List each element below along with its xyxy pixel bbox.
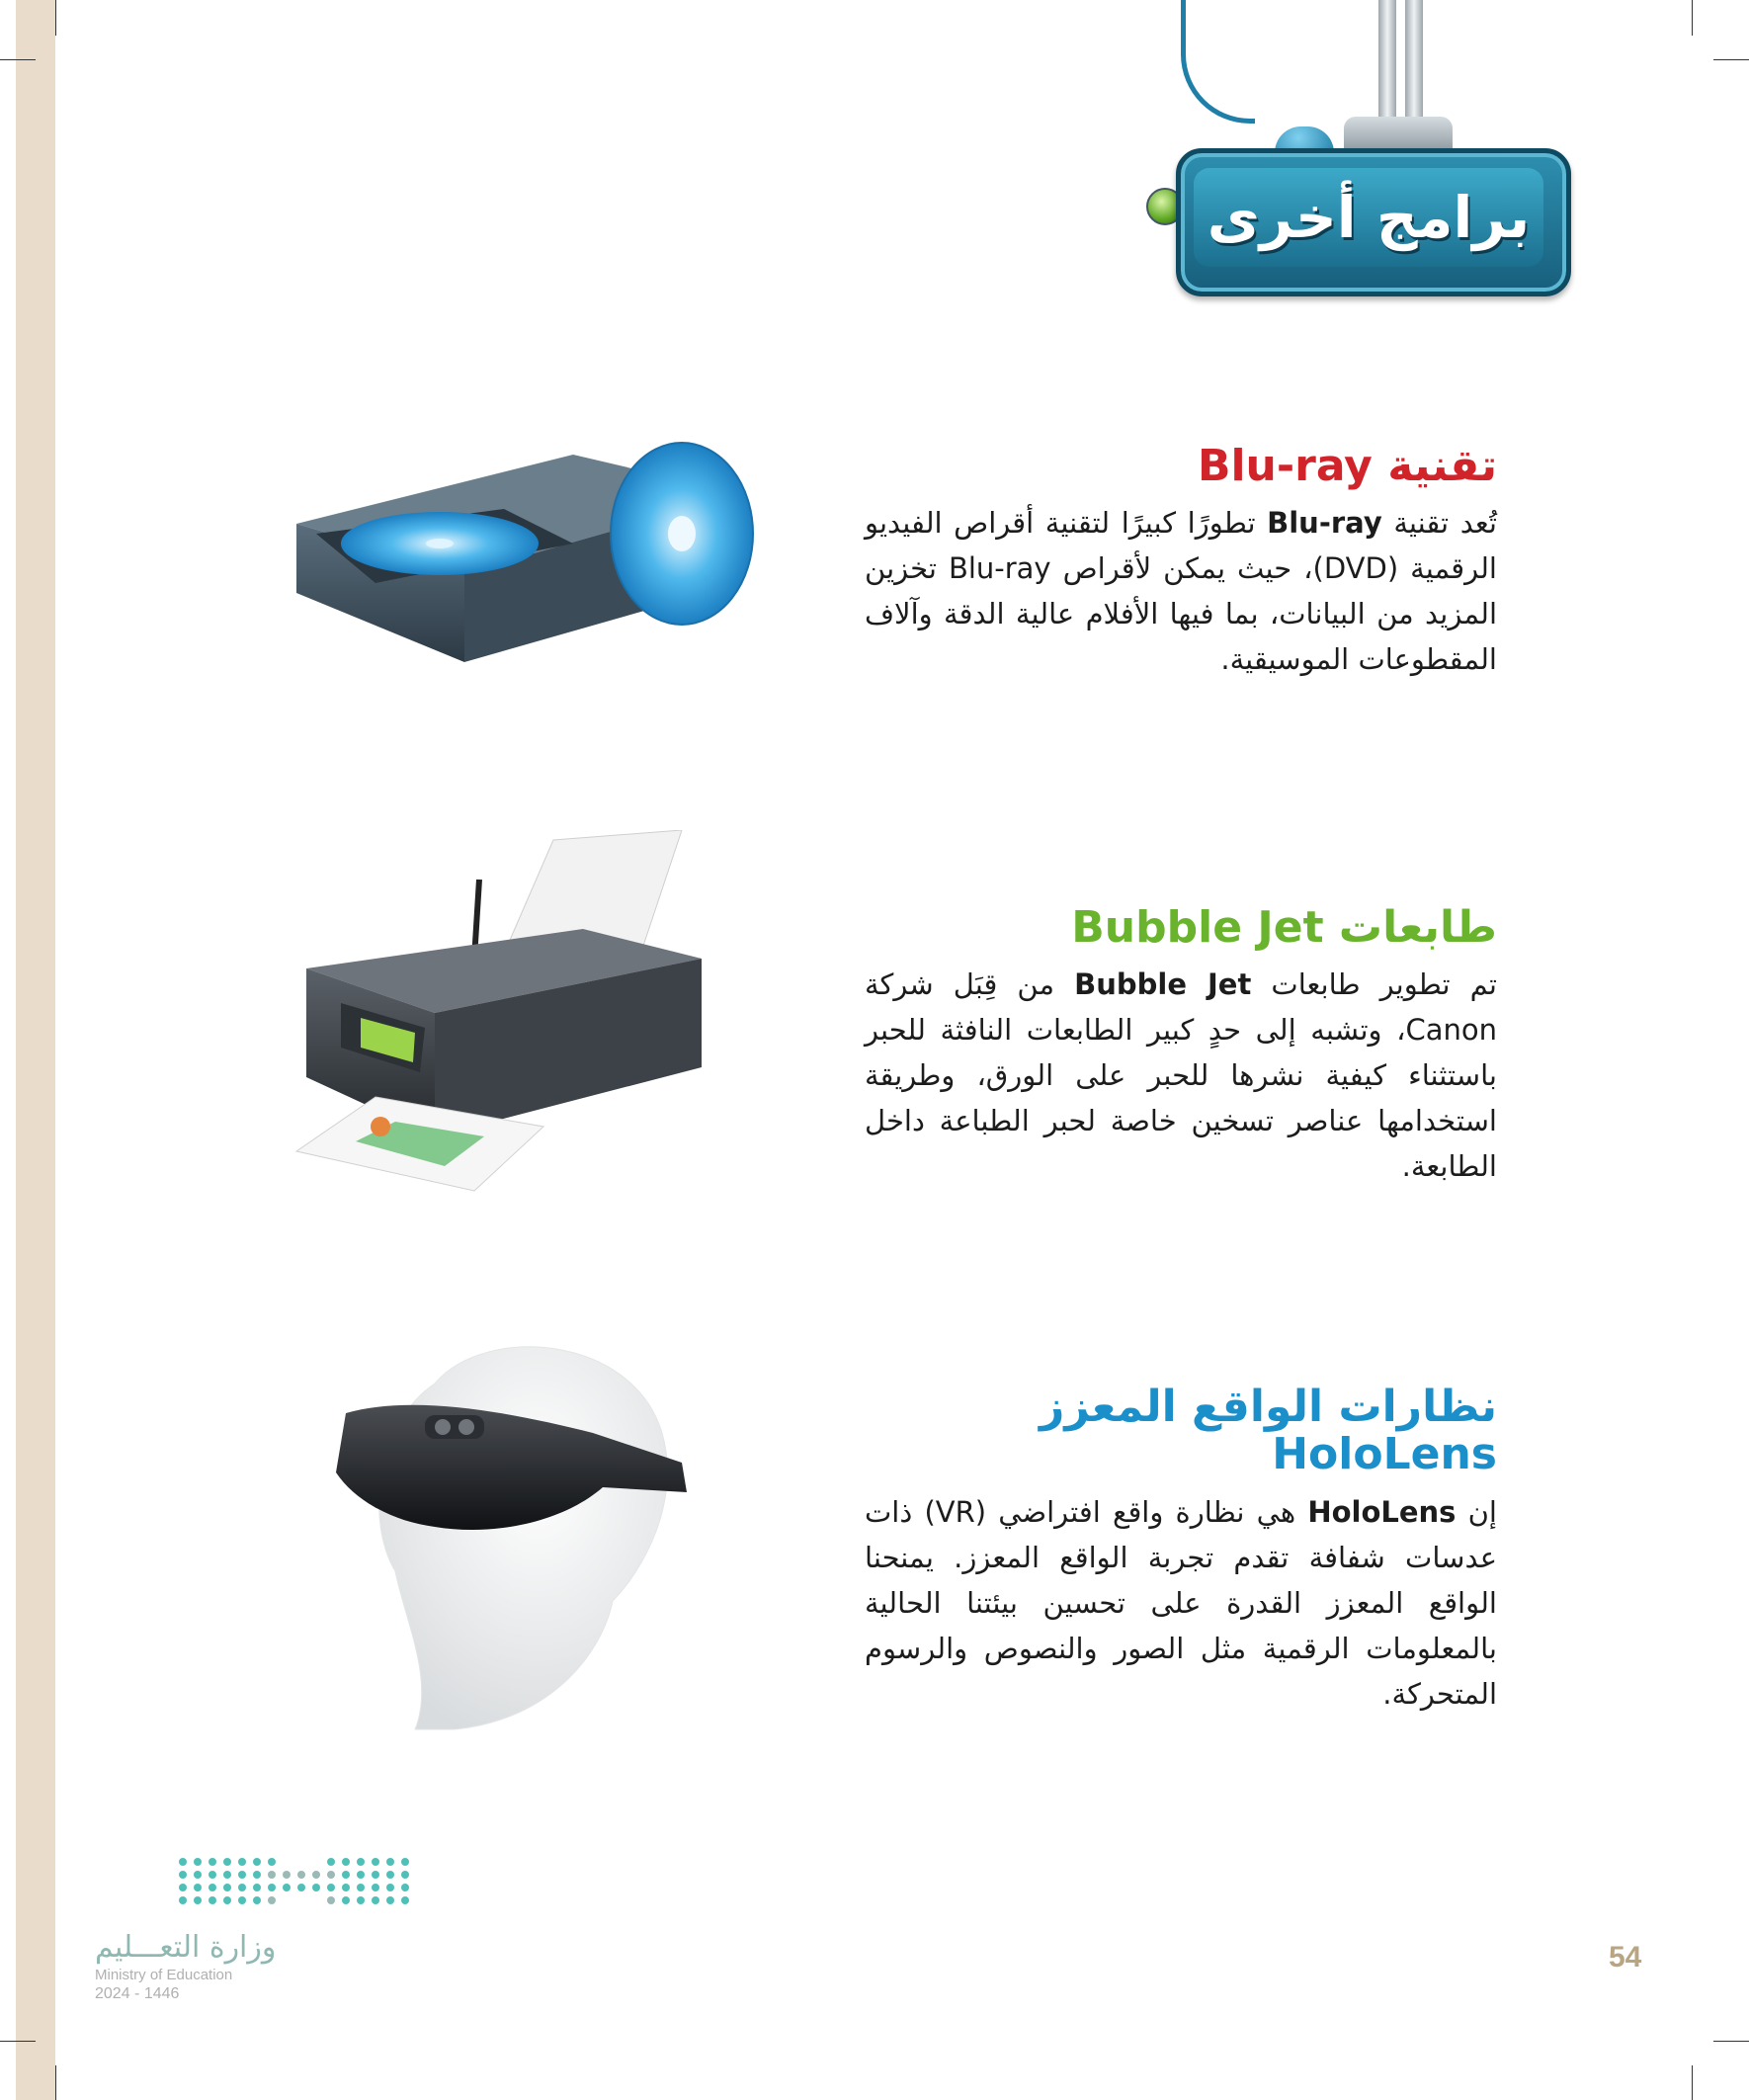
crop-mark (55, 0, 56, 36)
section-body (865, 962, 1497, 1189)
printer-icon (287, 830, 711, 1225)
hololens-headset-icon (316, 1324, 692, 1739)
logo-dot (327, 1858, 335, 1866)
logo-dot (223, 1896, 231, 1904)
logo-dot (357, 1896, 365, 1904)
logo-dot (253, 1884, 261, 1891)
page-number: 54 (1609, 1941, 1642, 1974)
title-arabic: طابعات (1323, 902, 1497, 953)
logo-dot (283, 1871, 291, 1879)
title-arabic: نظارات الواقع المعزز (1040, 1382, 1497, 1432)
logo-dot (223, 1871, 231, 1879)
logo-dot (297, 1884, 305, 1891)
logo-dot (372, 1858, 379, 1866)
crop-mark (1713, 2041, 1749, 2042)
logo-dot (238, 1858, 246, 1866)
title-arabic: تقنية (1372, 441, 1497, 491)
body-text: من قِبَل شركة Canon، وتشبه إلى حدٍ كبير الطابعات النافثة للحبر باستثناء كيفية نشرها للحبر على الورق، وطريقة استخدامها عناصر تسخين خاصة لحبر الطباعة داخل الطابعة. (865, 967, 1497, 1184)
logo-dot (386, 1858, 394, 1866)
logo-dot (223, 1884, 231, 1891)
blu-ray-drive-icon (277, 435, 791, 692)
cable-decoration (1181, 0, 1255, 124)
logo-dot (357, 1871, 365, 1879)
logo-dot (342, 1896, 350, 1904)
title-latin: HoloLens (1272, 1429, 1497, 1480)
logo-dot (179, 1884, 187, 1891)
body-text: تم تطوير طابعات (1251, 967, 1497, 1002)
section-title (865, 904, 1497, 952)
logo-dot (327, 1871, 335, 1879)
section-title (865, 443, 1497, 490)
logo-dot (312, 1871, 320, 1879)
logo-dot (401, 1871, 409, 1879)
side-strip (16, 0, 55, 2100)
sign-panel (1194, 168, 1543, 267)
logo-dot (342, 1871, 350, 1879)
logo-dot (386, 1896, 394, 1904)
logo-dot (401, 1858, 409, 1866)
logo-dot (208, 1858, 216, 1866)
academic-year: 2024 - 1446 (95, 1985, 180, 2002)
logo-dots-icon (179, 1858, 352, 1904)
body-bold-term: Bubble Jet (1074, 967, 1252, 1002)
logo-dot (238, 1896, 246, 1904)
ministry-name-en: Ministry of Education (95, 1967, 233, 1983)
crop-mark (0, 2041, 36, 2042)
pole-decoration (1378, 0, 1396, 128)
body-text: تُعد تقنية (1381, 506, 1497, 541)
logo-dot (342, 1884, 350, 1891)
logo-dot (357, 1858, 365, 1866)
logo-dot (386, 1871, 394, 1879)
ministry-name-ar: وزارة التعـــليم (95, 1930, 277, 1965)
logo-dot (194, 1884, 202, 1891)
logo-dot (297, 1871, 305, 1879)
body-bold-term: Blu-ray (1267, 506, 1382, 541)
section-bubble-jet (865, 904, 1497, 1189)
logo-dot (312, 1884, 320, 1891)
logo-dot (401, 1896, 409, 1904)
logo-dot (208, 1871, 216, 1879)
logo-dot (253, 1871, 261, 1879)
section-title (865, 1384, 1497, 1479)
pole-decoration (1405, 0, 1423, 128)
body-bold-term: HoloLens (1307, 1494, 1457, 1529)
ministry-logo (95, 1858, 352, 2003)
title-latin: Bubble Jet (1071, 902, 1324, 953)
logo-dot (357, 1884, 365, 1891)
title-latin: Blu-ray (1197, 441, 1373, 491)
body-text: تطورًا كبيرًا لتقنية أقراص الفيديو الرقمية (DVD)، حيث يمكن لأقراص Blu-ray تخزين المزيد من البيانات، بما فيها الأفلام عالية الدقة وآلاف المقطوعات الموسيقية. (865, 506, 1497, 677)
logo-dot (208, 1884, 216, 1891)
section-blu-ray (865, 443, 1497, 682)
logo-dot (253, 1858, 261, 1866)
logo-dot (342, 1858, 350, 1866)
page-title: برامج أخرى (1207, 184, 1531, 251)
logo-dot (194, 1871, 202, 1879)
crop-mark (0, 59, 36, 60)
logo-dot (253, 1896, 261, 1904)
logo-dot (179, 1871, 187, 1879)
logo-dot (372, 1884, 379, 1891)
header-sign (1136, 0, 1581, 306)
logo-dot (283, 1884, 291, 1891)
section-hololens (865, 1384, 1497, 1717)
logo-dot (386, 1884, 394, 1891)
logo-dot (372, 1896, 379, 1904)
logo-dot (179, 1858, 187, 1866)
crop-mark (1692, 0, 1693, 36)
crop-mark (55, 2065, 56, 2100)
logo-dot (401, 1884, 409, 1891)
crop-mark (1713, 59, 1749, 60)
crop-mark (1692, 2065, 1693, 2100)
logo-dot (268, 1896, 276, 1904)
logo-dot (238, 1871, 246, 1879)
logo-dot (223, 1858, 231, 1866)
section-body (865, 500, 1497, 682)
logo-dot (327, 1884, 335, 1891)
section-body (865, 1489, 1497, 1717)
logo-dot (208, 1896, 216, 1904)
logo-dot (238, 1884, 246, 1891)
logo-dot (194, 1896, 202, 1904)
logo-dot (372, 1871, 379, 1879)
logo-dot (327, 1896, 335, 1904)
logo-dot (194, 1858, 202, 1866)
pole-cap-decoration (1344, 117, 1453, 152)
logo-dot (268, 1858, 276, 1866)
body-text: إن (1456, 1494, 1497, 1529)
logo-dot (268, 1884, 276, 1891)
logo-dot (179, 1896, 187, 1904)
body-text: هي نظارة واقع افتراضي (VR) ذات عدسات شفافة تقدم تجربة الواقع المعزز. يمنحنا الواقع المعزز القدرة على تحسين بيئتنا الحالية بالمعلومات الرقمية مثل الصور والنصوص والرسوم المتحركة. (865, 1494, 1497, 1711)
logo-dot (268, 1871, 276, 1879)
